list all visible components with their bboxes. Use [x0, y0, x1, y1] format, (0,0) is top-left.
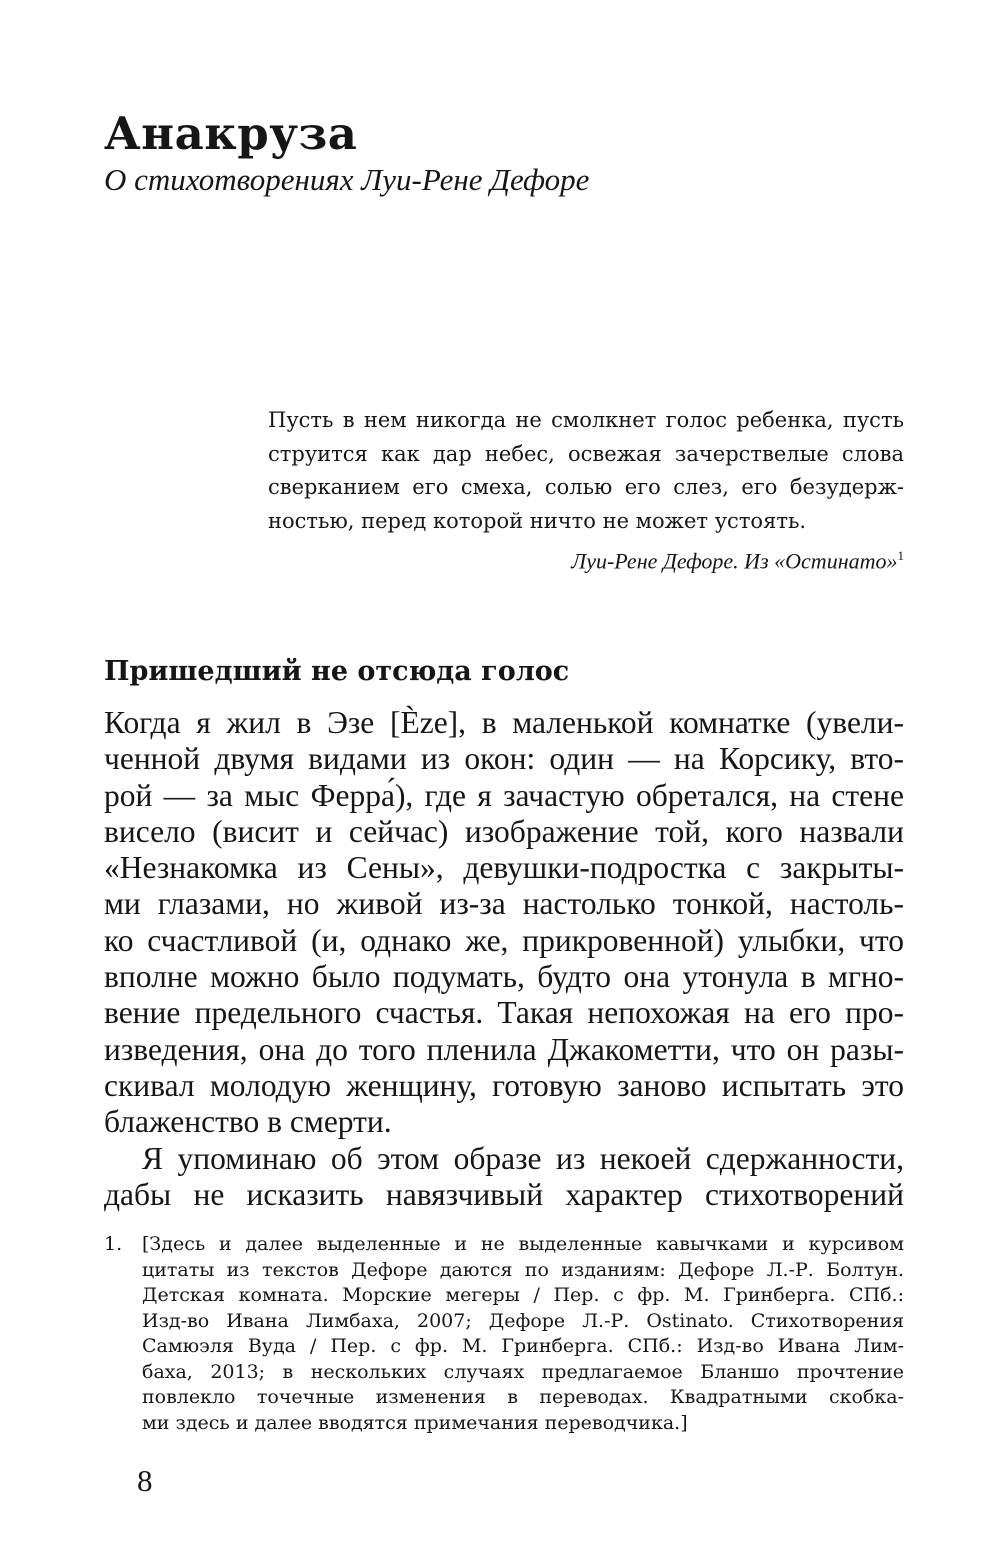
epigraph-line: ностью, перед которой ничто не может устоять.: [268, 508, 807, 533]
body-text: [104, 705, 904, 1213]
text-line: дабы не исказить навязчивый характер стихотворений: [104, 1176, 904, 1212]
epigraph-source: [268, 540, 904, 577]
text-line: висело (висит и сейчас) изображение той, кого назвали: [104, 813, 904, 849]
text-line: «Незнакомка из Сены», девушки-подростка с закрыты-: [104, 850, 904, 886]
text-line: рой — за мыс Ферра́), где я зачастую обретался, на стене: [104, 777, 904, 813]
epigraph-line: сверканием его смеха, солью его слез, его безудерж-: [268, 475, 904, 499]
footnote-line: [Здесь и далее выделенные и не выделенные кавычками и курсивом: [142, 1233, 904, 1255]
text-line: вполне можно было подумать, будто она утонула в мгно-: [104, 959, 904, 995]
text-line: блаженство в смерти.: [104, 1104, 392, 1140]
text-line: Когда я жил в Эзе [Èze], в маленькой комнатке (увели-: [104, 705, 904, 740]
text-line: изведения, она до того пленила Джакометти, что он разы-: [104, 1031, 904, 1067]
text-line: ченной двумя видами из окон: один — на Корсику, вто-: [104, 741, 904, 777]
footnote-line: Самюэля Вуда / Пер. с фр. М. Гринберга. СПб.: Изд-во Ивана Лим-: [142, 1335, 904, 1357]
epigraph-line: Пусть в нем никогда не смолкнет голос ребенка, пусть: [268, 408, 904, 432]
footnote-line: баха, 2013; в нескольких случаях предлагаемое Бланшо прочтение: [142, 1360, 904, 1383]
footnote-line: цитаты из текстов Дефоре даются по изданиям: Дефоре Л.-Р. Болтун.: [142, 1258, 904, 1281]
paragraph-1: [104, 705, 904, 1141]
footnote-line: Детская комната. Морские мегеры / Пер. с фр. М. Гринберга. СПб.:: [142, 1284, 904, 1306]
paragraph-2: [104, 1141, 904, 1214]
text-line: скивал молодую женщину, готовую заново испытать это: [104, 1067, 904, 1103]
chapter-title: Анакруза: [104, 107, 358, 160]
epigraph-source-text: Луи-Рене Дефоре. Из «Остинато»: [571, 548, 898, 574]
footnote: [104, 1232, 904, 1436]
footnote-reference[interactable]: 1: [897, 548, 904, 563]
epigraph-line: струится как дар небес, освежая зачерствелые слова: [268, 441, 904, 466]
page-number: 8: [137, 1463, 153, 1498]
text-line: Я упоминаю об этом образе из некоей сдержанности,: [142, 1140, 904, 1176]
footnote-line: ми здесь и далее вводятся примечания переводчика.]: [142, 1411, 688, 1434]
section-heading: Пришедший не отсюда голос: [104, 656, 570, 687]
text-line: ми глазами, но живой из-за настолько тонкой, настоль-: [104, 886, 904, 922]
footnote-line: Изд-во Ивана Лимбаха, 2007; Дефоре Л.-Р. Ostinato. Стихотворения: [142, 1309, 904, 1332]
footnote-number: 1.: [104, 1233, 123, 1255]
text-line: вение предельного счастья. Такая непохожая на его про-: [104, 995, 904, 1031]
footnote-line: повлекло точечные изменения в переводах. Квадратными скобка-: [142, 1386, 904, 1408]
chapter-subtitle: О стихотворениях Луи-Рене Дефоре: [104, 162, 590, 197]
epigraph: [268, 404, 904, 577]
footnote-body: [142, 1232, 904, 1436]
text-line: ко счастливой (и, однако же, прикровенной) улыбки, что: [104, 922, 904, 958]
epigraph-text: [268, 404, 904, 538]
